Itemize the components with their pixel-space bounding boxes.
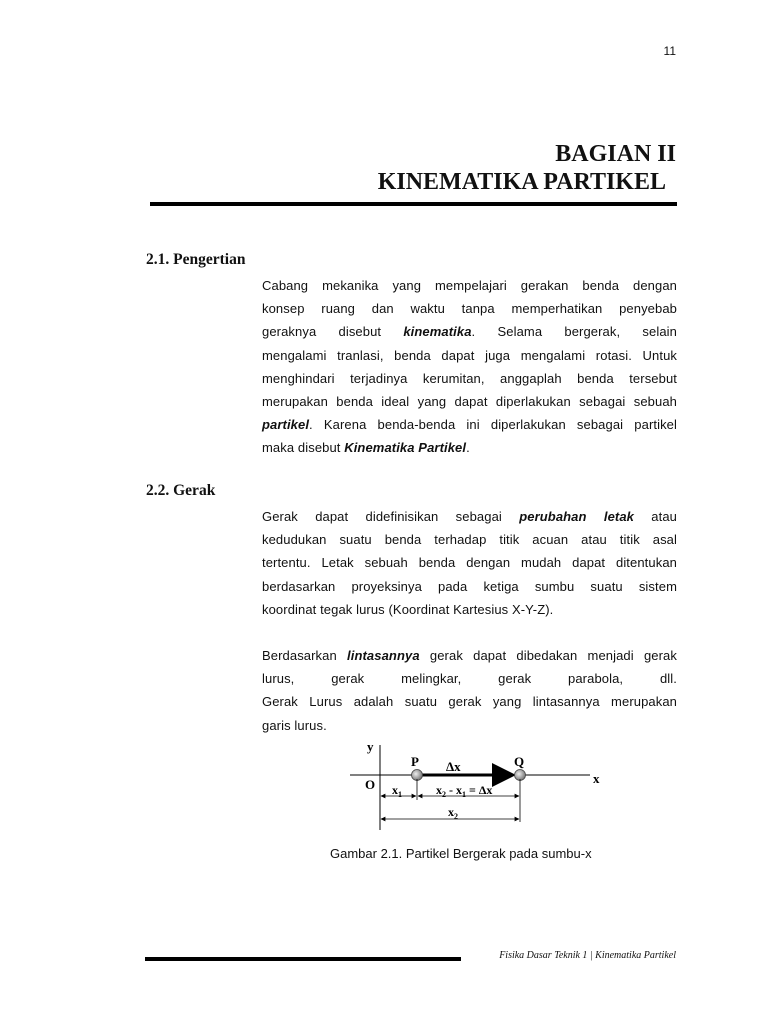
paragraph-line <box>262 644 677 667</box>
emphasized-term: perubahan letak <box>519 509 634 524</box>
text-segment: geraknya disebut <box>262 324 404 340</box>
paragraph-line <box>262 367 677 390</box>
text-segment: . <box>466 440 470 456</box>
paragraph-line <box>262 344 677 367</box>
text-segment: maka disebut <box>262 440 345 456</box>
page-number: 11 <box>663 44 676 58</box>
label-x2: $x_2$ <box>448 805 458 821</box>
chapter-title-line1: BAGIAN II <box>555 141 676 167</box>
label-p: P <box>411 754 419 769</box>
paragraph-line <box>262 690 677 713</box>
text-segment: Gerak dapat didefinisikan sebagai <box>262 509 520 524</box>
y-axis-label: y <box>367 739 374 754</box>
text-segment: menghindari terjadinya kerumitan, anggaplah benda tersebut <box>262 370 677 386</box>
section-heading-gerak: 2.2. Gerak <box>146 482 216 499</box>
text-segment: lurus, gerak melingkar, gerak parabola, dll. <box>262 671 677 687</box>
text-segment: gerak dapat dibedakan menjadi gerak <box>419 648 677 663</box>
paragraph-line <box>262 505 677 528</box>
emphasized-term: lintasannya <box>347 648 420 663</box>
paragraph-line <box>262 551 677 574</box>
emphasized-term: kinematika <box>403 324 472 340</box>
figure-caption: Gambar 2.1. Partikel Bergerak pada sumbu-x <box>330 846 592 861</box>
emphasized-term: Kinematika Partikel <box>344 440 467 456</box>
paragraph-pengertian <box>262 274 677 460</box>
text-segment: atau <box>633 509 677 524</box>
label-x2-minus-x1: $x_2 - x_1 = \Delta x$ <box>436 783 493 799</box>
figure-particle-on-x-axis <box>330 735 620 840</box>
section-heading-pengertian: 2.1. Pengertian <box>146 251 246 268</box>
paragraph-line <box>262 528 677 551</box>
chapter-rule <box>150 202 677 206</box>
paragraph-line <box>262 436 677 459</box>
paragraph-line <box>262 320 677 343</box>
text-segment: koordinat tegak lurus (Koordinat Kartesius X-Y-Z). <box>262 601 554 617</box>
x-axis-label: x <box>593 771 600 786</box>
text-segment: mengalami tranlasi, benda dapat juga mengalami rotasi. Untuk <box>262 347 677 363</box>
paragraph-line <box>262 714 677 737</box>
text-segment: . Selama bergerak, selain <box>471 324 677 340</box>
label-x1: $x_1$ <box>392 783 402 799</box>
text-segment: garis lurus. <box>262 717 327 733</box>
particle-q <box>515 770 526 781</box>
text-segment: Berdasarkan <box>262 648 348 663</box>
paragraph-line <box>262 575 677 598</box>
origin-label: O <box>365 777 376 792</box>
text-segment: berdasarkan proyeksinya pada ketiga sumbu suatu sistem <box>262 578 677 594</box>
paragraph-line <box>262 274 677 297</box>
text-segment: Cabang mekanika yang mempelajari gerakan benda dengan <box>262 278 677 293</box>
text-segment: Gerak Lurus adalah suatu gerak yang lintasannya merupakan <box>262 694 677 710</box>
text-segment: tertentu. Letak sebuah benda dengan mudah dapat ditentukan <box>262 555 677 571</box>
paragraph-line <box>262 667 677 690</box>
paragraph-line <box>262 598 677 621</box>
emphasized-term: partikel <box>262 417 310 433</box>
text-segment: konsep ruang dan waktu tanpa memperhatikan penyebab <box>262 301 677 317</box>
paragraph-line <box>262 390 677 413</box>
label-q: Q <box>514 754 525 769</box>
particle-p <box>412 770 423 781</box>
label-delta-x: Δx <box>446 759 461 774</box>
paragraph-gerak-definisi <box>262 505 677 621</box>
text-segment: . Karena benda-benda ini diperlakukan sebagai partikel <box>309 417 677 433</box>
footer-rule <box>145 957 461 961</box>
figure-diagram <box>330 735 620 835</box>
paragraph-line <box>262 297 677 320</box>
footer-text: Fisika Dasar Teknik 1 | Kinematika Partikel <box>499 950 676 961</box>
text-segment: merupakan benda ideal yang dapat diperlakukan sebagai sebuah <box>262 394 677 410</box>
chapter-title <box>378 140 676 196</box>
text-segment: kedudukan suatu benda terhadap titik acuan atau titik asal <box>262 532 677 548</box>
paragraph-gerak-lintasan <box>262 644 677 737</box>
chapter-title-line2: KINEMATIKA PARTIKEL <box>377 169 666 195</box>
paragraph-line <box>262 413 677 436</box>
